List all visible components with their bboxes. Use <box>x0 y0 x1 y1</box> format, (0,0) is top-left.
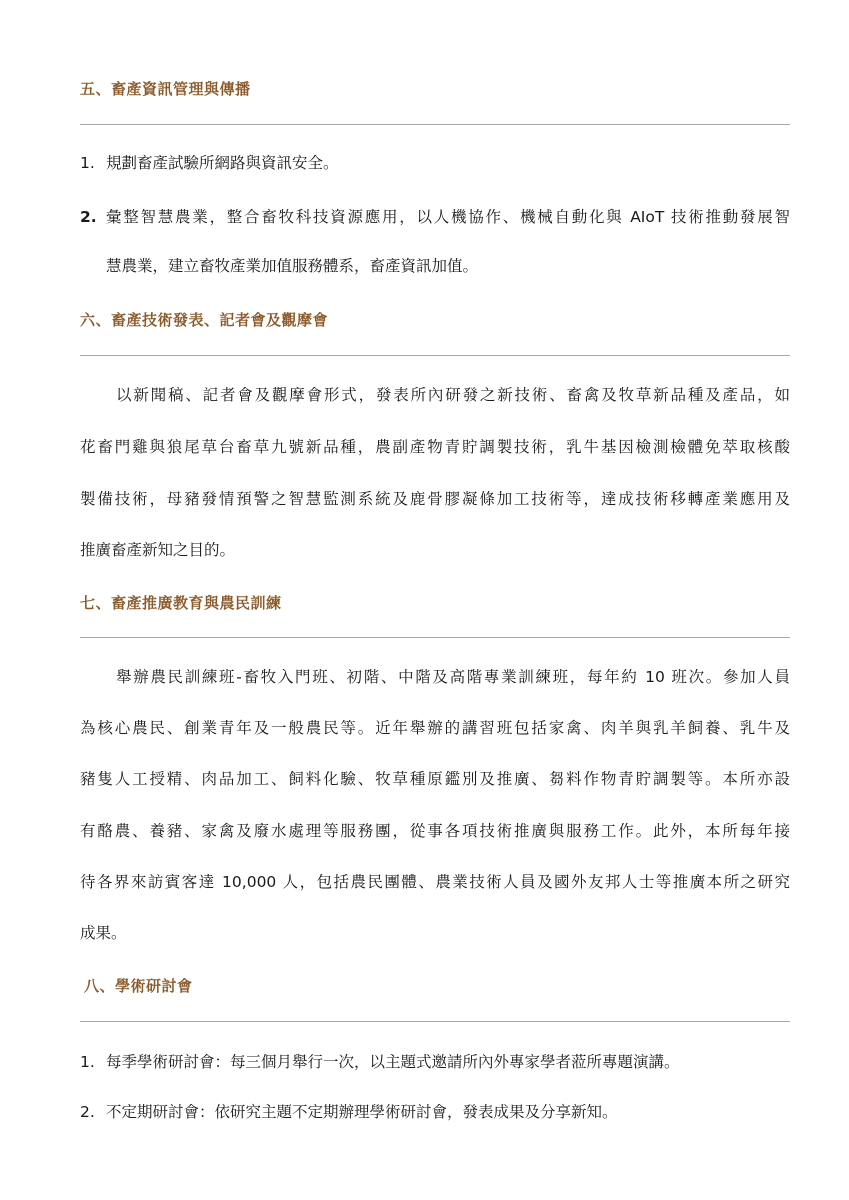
list-item <box>80 153 790 173</box>
list-item-text: 不定期研討會：依研究主題不定期辦理學術研討會，發表成果及分享新知。 <box>106 1103 618 1121</box>
section-heading-5: 五、畜產資訊管理與傳播 <box>80 80 251 98</box>
paragraph-line: 舉辦農民訓練班-畜牧入門班、初階、中階及高階專業訓練班，每年約 10 班次。參加人員 <box>116 668 790 686</box>
list-item-text: 規劃畜產試驗所網路與資訊安全。 <box>106 154 339 172</box>
paragraph-line: 以新聞稿、記者會及觀摩會形式，發表所內研發之新技術、畜禽及牧草新品種及產品，如 <box>116 386 790 404</box>
section-heading-8: 八、學術研討會 <box>84 977 193 995</box>
section-divider <box>80 637 790 638</box>
paragraph-line: 製備技術，母豬發情預警之智慧監測系統及鹿骨膠凝條加工技術等，達成技術移轉產業應用及 <box>80 490 790 508</box>
paragraph-line: 為核心農民、創業青年及一般農民等。近年舉辦的講習班包括家禽、肉羊與乳羊飼養、乳牛及 <box>80 719 790 737</box>
list-item <box>80 1102 790 1122</box>
paragraph-line: 有酪農、養豬、家禽及廢水處理等服務團，從事各項技術推廣與服務工作。此外，本所每年接 <box>80 822 790 840</box>
section-divider <box>80 124 790 125</box>
section-divider <box>80 1021 790 1022</box>
paragraph-line: 成果。 <box>80 924 127 942</box>
section-heading-6: 六、畜產技術發表、記者會及觀摩會 <box>80 311 329 329</box>
section-heading-7: 七、畜產推廣教育與農民訓練 <box>80 594 282 612</box>
paragraph-line: 待各界來訪賓客達 10,000 人，包括農民團體、農業技術人員及國外友邦人士等推廣本所之研究 <box>80 873 790 891</box>
list-item-continuation: 慧農業，建立畜牧產業加值服務體系，畜產資訊加值。 <box>106 257 479 275</box>
list-item-text: 每季學術研討會：每三個月舉行一次，以主題式邀請所內外專家學者蒞所專題演講。 <box>106 1053 680 1071</box>
list-number: 2. <box>80 208 97 226</box>
list-number: 1. <box>80 1053 95 1071</box>
paragraph-line: 花畜門雞與狼尾草台畜草九號新品種，農副產物青貯調製技術，乳牛基因檢測檢體免萃取核酸 <box>80 438 790 456</box>
list-number: 1. <box>80 154 95 172</box>
paragraph-line: 推廣畜產新知之目的。 <box>80 541 236 559</box>
list-item <box>80 1052 790 1072</box>
list-item <box>80 207 790 227</box>
paragraph-line: 豬隻人工授精、肉品加工、飼料化驗、牧草種原鑑別及推廣、芻料作物青貯調製等。本所亦設 <box>80 770 790 788</box>
list-number: 2. <box>80 1103 95 1121</box>
list-item-text: 彙整智慧農業，整合畜牧科技資源應用，以人機協作、機械自動化與 AIoT 技術推動發展智 <box>106 208 790 226</box>
section-divider <box>80 355 790 356</box>
